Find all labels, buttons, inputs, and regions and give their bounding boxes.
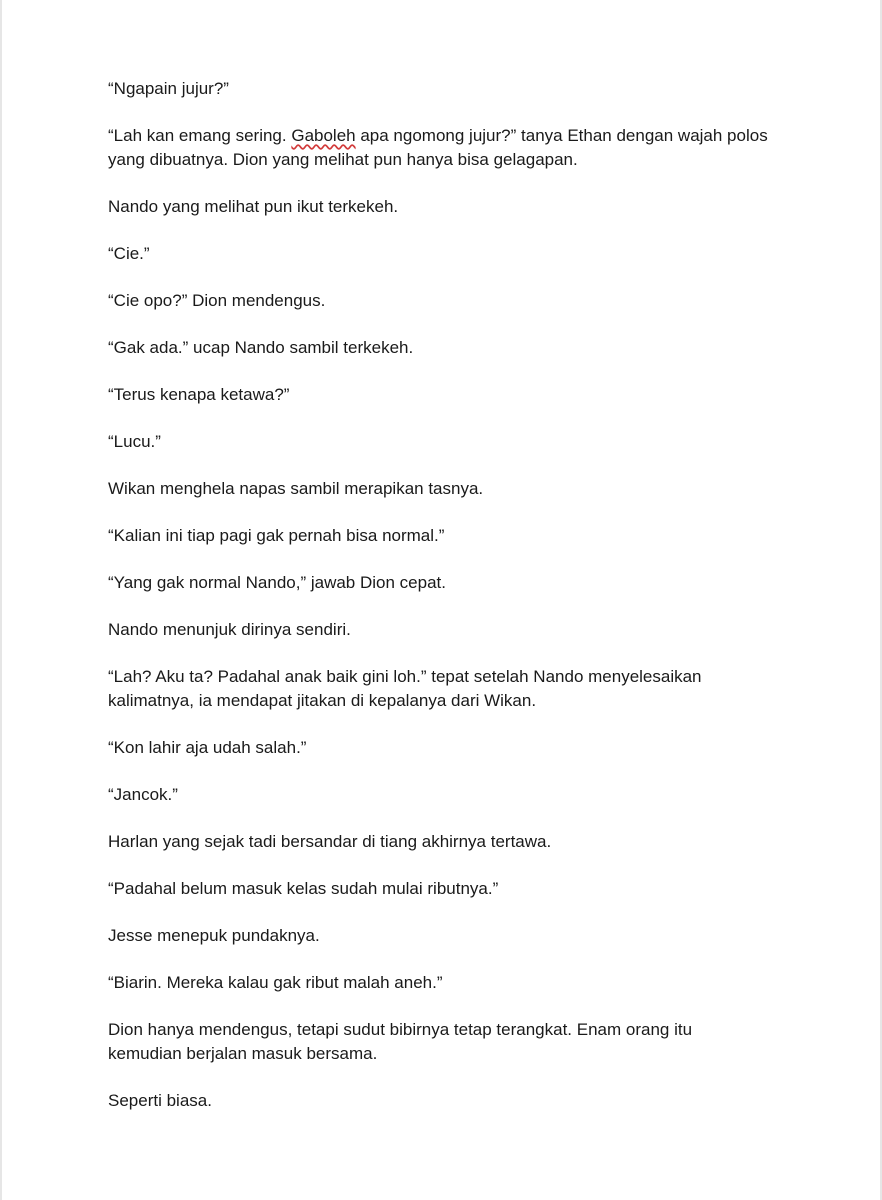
text-segment: Nando menunjuk dirinya sendiri. (108, 620, 351, 639)
text-segment: Seperti biasa. (108, 1091, 212, 1110)
paragraph (108, 383, 768, 407)
paragraph (108, 289, 768, 313)
text-segment: Wikan menghela napas sambil merapikan tasnya. (108, 479, 484, 498)
text-segment: Harlan yang sejak tadi bersandar di tiang akhirnya tertawa. (108, 832, 552, 851)
document-page (2, 0, 880, 1200)
text-segment: Nando yang melihat pun ikut terkekeh. (108, 197, 399, 216)
text-segment: “Lah kan emang sering. (108, 126, 292, 145)
text-segment: “Ngapain jujur?” (108, 79, 229, 98)
paragraph (108, 77, 768, 101)
text-segment: “Terus kenapa ketawa?” (108, 385, 290, 404)
paragraph (108, 665, 768, 713)
paragraph (108, 924, 768, 948)
paragraph (108, 783, 768, 807)
paragraph (108, 524, 768, 548)
paragraph (108, 736, 768, 760)
misspelled-word[interactable]: Gaboleh (291, 126, 356, 145)
paragraph (108, 430, 768, 454)
text-segment: “Cie opo?” Dion mendengus. (108, 291, 326, 310)
text-segment: “Biarin. Mereka kalau gak ribut malah aneh.” (108, 973, 443, 992)
text-segment: “Kalian ini tiap pagi gak pernah bisa normal.” (108, 526, 445, 545)
paragraph (108, 1089, 768, 1113)
paragraph (108, 195, 768, 219)
text-segment: “Lah? Aku ta? Padahal anak baik gini loh.” tepat setelah Nando menyelesaikan kalimatnya, ia mendapat jitakan di kepalanya dari Wikan. (108, 667, 702, 710)
text-segment: Dion hanya mendengus, tetapi sudut bibirnya tetap terangkat. Enam orang itu kemudian berjalan masuk bersama. (108, 1020, 693, 1063)
text-segment: “Kon lahir aja udah salah.” (108, 738, 307, 757)
text-segment: “Lucu.” (108, 432, 161, 451)
paragraph (108, 971, 768, 995)
text-segment: “Cie.” (108, 244, 150, 263)
paragraph (108, 242, 768, 266)
text-segment: “Gak ada.” ucap Nando sambil terkekeh. (108, 338, 414, 357)
paragraph (108, 477, 768, 501)
text-segment: “Jancok.” (108, 785, 178, 804)
paragraph (108, 877, 768, 901)
paragraph (108, 336, 768, 360)
paragraph (108, 830, 768, 854)
paragraph (108, 618, 768, 642)
paragraph (108, 1018, 768, 1066)
paragraph (108, 124, 768, 172)
text-segment: Jesse menepuk pundaknya. (108, 926, 320, 945)
text-segment: apa ngomong jujur?” tanya Ethan dengan wajah polos yang dibuatnya. Dion yang melihat pun hanya bisa gelagapan. (108, 126, 768, 169)
text-segment: “Yang gak normal Nando,” jawab Dion cepat. (108, 573, 446, 592)
text-segment: “Padahal belum masuk kelas sudah mulai ributnya.” (108, 879, 499, 898)
paragraph (108, 571, 768, 595)
document-body (108, 77, 768, 1136)
